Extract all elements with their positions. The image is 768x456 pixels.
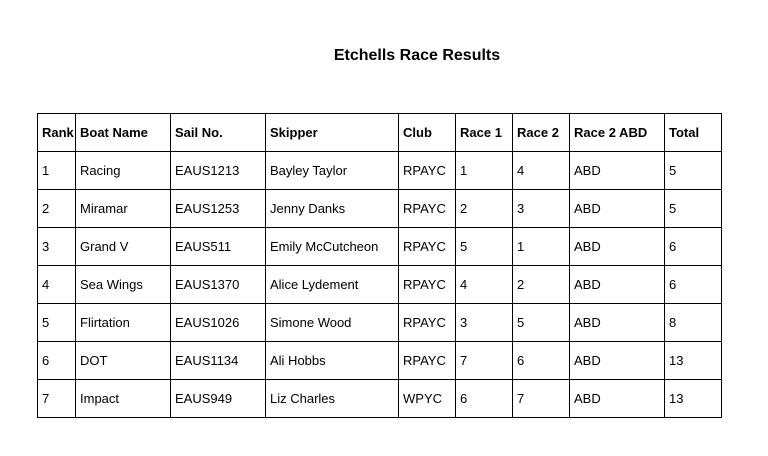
table-row: [38, 228, 722, 266]
cell-race-2: 1: [513, 228, 570, 266]
cell-skipper: Jenny Danks: [266, 190, 399, 228]
column-header-sail-no: Sail No.: [171, 114, 266, 152]
page-title: Etchells Race Results: [333, 47, 501, 64]
cell-race-2-abd: ABD: [570, 266, 665, 304]
cell-total: 13: [665, 342, 722, 380]
cell-total: 8: [665, 304, 722, 342]
cell-club: RPAYC: [399, 228, 456, 266]
column-header-club: Club: [399, 114, 456, 152]
cell-club: RPAYC: [399, 152, 456, 190]
results-table: [37, 113, 722, 418]
cell-race-2-abd: ABD: [570, 152, 665, 190]
cell-total: 6: [665, 266, 722, 304]
cell-skipper: Liz Charles: [266, 380, 399, 418]
cell-skipper: Bayley Taylor: [266, 152, 399, 190]
cell-race-1: 1: [456, 152, 513, 190]
cell-race-2-abd: ABD: [570, 304, 665, 342]
cell-club: WPYC: [399, 380, 456, 418]
cell-race-1: 5: [456, 228, 513, 266]
cell-race-2-abd: ABD: [570, 342, 665, 380]
cell-total: 6: [665, 228, 722, 266]
table-header-row: [38, 114, 722, 152]
cell-skipper: Ali Hobbs: [266, 342, 399, 380]
cell-race-1: 4: [456, 266, 513, 304]
cell-boat-name: Impact: [76, 380, 171, 418]
column-header-race-2: Race 2: [513, 114, 570, 152]
table-row: [38, 342, 722, 380]
table-row: [38, 304, 722, 342]
column-header-boat-name: Boat Name: [76, 114, 171, 152]
cell-race-1: 2: [456, 190, 513, 228]
cell-rank: 7: [38, 380, 76, 418]
cell-total: 5: [665, 190, 722, 228]
cell-rank: 6: [38, 342, 76, 380]
column-header-race-2-abd: Race 2 ABD: [570, 114, 665, 152]
table-row: [38, 266, 722, 304]
cell-race-2: 3: [513, 190, 570, 228]
cell-race-2-abd: ABD: [570, 228, 665, 266]
cell-total: 13: [665, 380, 722, 418]
cell-skipper: Emily McCutcheon: [266, 228, 399, 266]
cell-race-2: 5: [513, 304, 570, 342]
cell-boat-name: Flirtation: [76, 304, 171, 342]
cell-total: 5: [665, 152, 722, 190]
cell-race-1: 6: [456, 380, 513, 418]
table-row: [38, 380, 722, 418]
cell-rank: 2: [38, 190, 76, 228]
cell-rank: 4: [38, 266, 76, 304]
cell-club: RPAYC: [399, 190, 456, 228]
cell-boat-name: DOT: [76, 342, 171, 380]
cell-sail-no: EAUS1134: [171, 342, 266, 380]
cell-skipper: Alice Lydement: [266, 266, 399, 304]
cell-race-2: 7: [513, 380, 570, 418]
cell-boat-name: Grand V: [76, 228, 171, 266]
column-header-race-1: Race 1: [456, 114, 513, 152]
cell-race-2: 4: [513, 152, 570, 190]
cell-rank: 5: [38, 304, 76, 342]
cell-sail-no: EAUS1253: [171, 190, 266, 228]
table-row: [38, 152, 722, 190]
cell-race-2: 2: [513, 266, 570, 304]
cell-race-1: 3: [456, 304, 513, 342]
cell-sail-no: EAUS511: [171, 228, 266, 266]
cell-club: RPAYC: [399, 304, 456, 342]
cell-boat-name: Sea Wings: [76, 266, 171, 304]
cell-sail-no: EAUS1370: [171, 266, 266, 304]
column-header-rank: Rank: [38, 114, 76, 152]
cell-sail-no: EAUS1213: [171, 152, 266, 190]
table-row: [38, 190, 722, 228]
column-header-total: Total: [665, 114, 722, 152]
cell-race-2-abd: ABD: [570, 380, 665, 418]
cell-club: RPAYC: [399, 266, 456, 304]
cell-sail-no: EAUS1026: [171, 304, 266, 342]
cell-boat-name: Racing: [76, 152, 171, 190]
cell-skipper: Simone Wood: [266, 304, 399, 342]
cell-race-1: 7: [456, 342, 513, 380]
cell-sail-no: EAUS949: [171, 380, 266, 418]
cell-race-2-abd: ABD: [570, 190, 665, 228]
cell-club: RPAYC: [399, 342, 456, 380]
cell-race-2: 6: [513, 342, 570, 380]
cell-boat-name: Miramar: [76, 190, 171, 228]
cell-rank: 3: [38, 228, 76, 266]
cell-rank: 1: [38, 152, 76, 190]
column-header-skipper: Skipper: [266, 114, 399, 152]
